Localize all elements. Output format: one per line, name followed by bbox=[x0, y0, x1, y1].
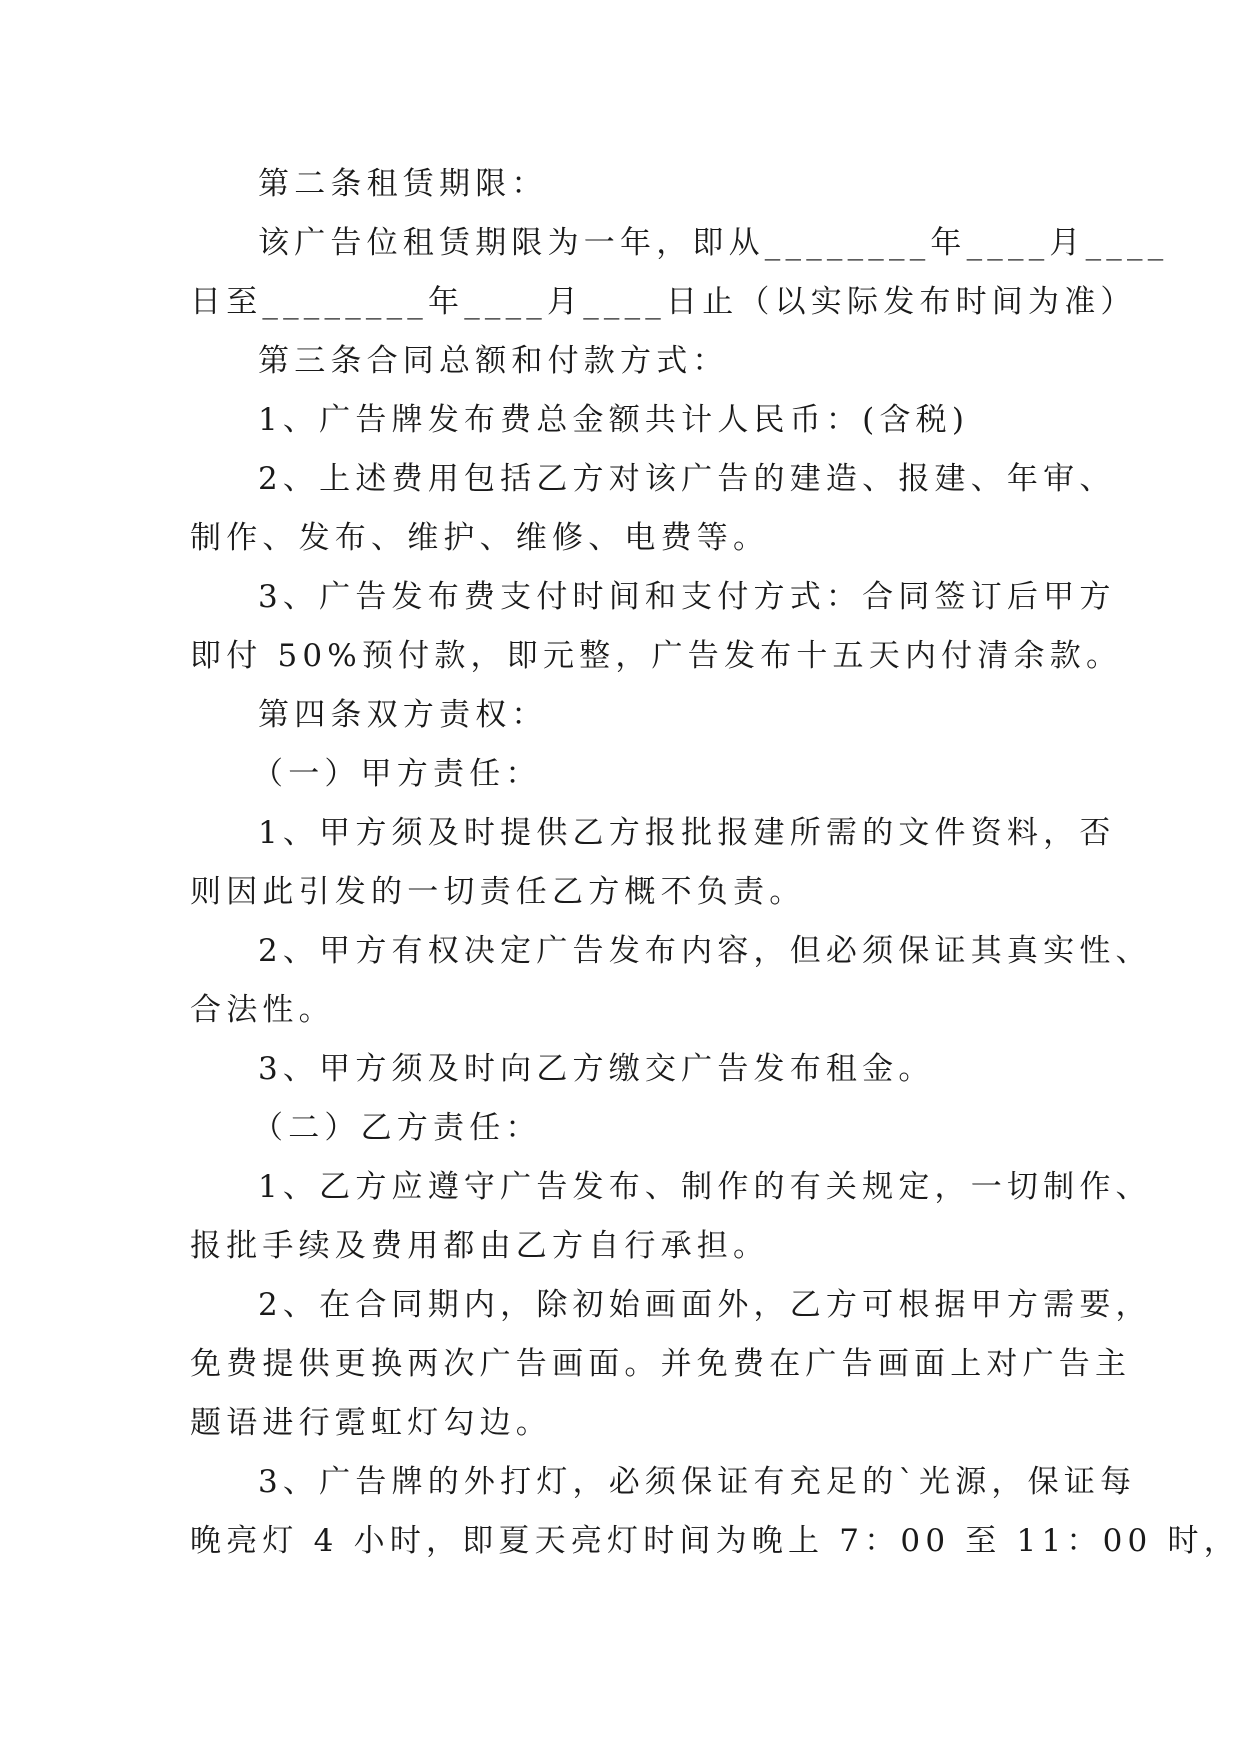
paragraph-line: 晚亮灯 4 小时，即夏天亮灯时间为晚上 7：00 至 11：00 时， bbox=[190, 1523, 1240, 1559]
paragraph-line: 即付 50%预付款，即元整，广告发布十五天内付清余款。 bbox=[190, 638, 1123, 674]
paragraph-line: 1、乙方应遵守广告发布、制作的有关规定，一切制作、 bbox=[258, 1169, 1152, 1205]
section-heading: 第三条合同总额和付款方式： bbox=[258, 343, 729, 379]
paragraph-line: 2、在合同期内，除初始画面外，乙方可根据甲方需要， bbox=[258, 1287, 1152, 1323]
paragraph-line: 日至________年____月____日止（以实际发布时间为准） bbox=[190, 284, 1137, 320]
paragraph-line: 1、甲方须及时提供乙方报批报建所需的文件资料，否 bbox=[258, 815, 1116, 851]
paragraph-line: 2、上述费用包括乙方对该广告的建造、报建、年审、 bbox=[258, 461, 1116, 497]
subsection-heading: （一）甲方责任： bbox=[252, 756, 542, 792]
paragraph-line: 该广告位租赁期限为一年，即从________年____月____ bbox=[258, 225, 1169, 261]
paragraph-line: 3、广告牌的外打灯，必须保证有充足的`光源，保证每 bbox=[258, 1464, 1137, 1500]
contract-text bbox=[190, 155, 1240, 1571]
paragraph-line: 报批手续及费用都由乙方自行承担。 bbox=[190, 1228, 770, 1264]
paragraph-line: 免费提供更换两次广告画面。并免费在广告画面上对广告主 bbox=[190, 1346, 1132, 1382]
paragraph-line: 3、甲方须及时向乙方缴交广告发布租金。 bbox=[258, 1051, 935, 1087]
paragraph-line: 1、广告牌发布费总金额共计人民币：(含税) bbox=[258, 402, 970, 438]
paragraph-line: 题语进行霓虹灯勾边。 bbox=[190, 1405, 552, 1441]
paragraph-line: 2、甲方有权决定广告发布内容，但必须保证其真实性、 bbox=[258, 933, 1152, 969]
paragraph-line: 合法性。 bbox=[190, 992, 335, 1028]
paragraph-line: 则因此引发的一切责任乙方概不负责。 bbox=[190, 874, 806, 910]
section-heading: 第二条租赁期限： bbox=[258, 166, 548, 202]
section-heading: 第四条双方责权： bbox=[258, 697, 548, 733]
paragraph-line: 3、广告发布费支付时间和支付方式：合同签订后甲方 bbox=[258, 579, 1116, 615]
subsection-heading: （二）乙方责任： bbox=[252, 1110, 542, 1146]
paragraph-line: 制作、发布、维护、维修、电费等。 bbox=[190, 520, 770, 556]
